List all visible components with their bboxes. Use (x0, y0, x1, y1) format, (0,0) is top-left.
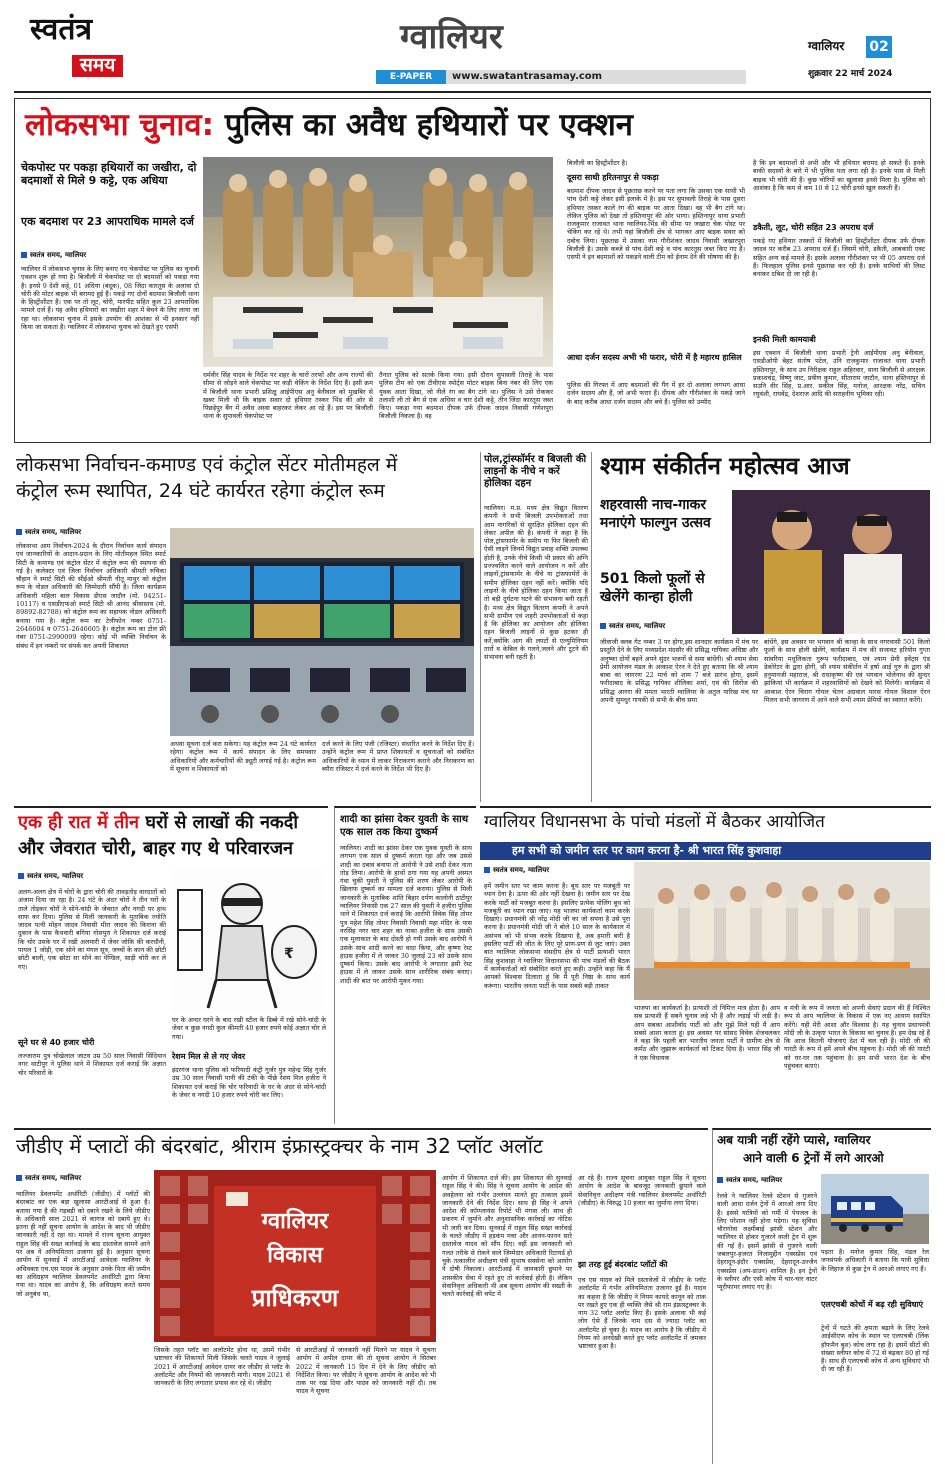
story-weapons-col-3: तैनात पुलिस को सतर्क किया गया। इसी दौरान सुपावली तिराहे के पास पुलिस टीम को एक टीवीएस स्पोर्ट्स मोटर बाइक बिना नंबर की लिए एक युवक आता दिखा, जो नीले रंग का बैग टांगे था। पुलिस ने उसे रोककर तलाशी ली तो बैग से एक अधिया व चार देशी कट्टे, तीन जिंदा कारतूस जब्त किए। पकड़ा गया बदमाश दीपक उर्फ दीपक जादव निवासी गणेशपुरा बिजौली निकला है। वह (379, 371, 553, 421)
story-holika (480, 452, 592, 802)
story-meeting (480, 806, 931, 1124)
gda-sign-line-2: विकास (267, 1243, 323, 1268)
story-weapons-col-1: ग्वालियर में लोकसभा चुनाव के लिए बनाए गए चेकपोस्ट पर पुलिस का चुनावी एक्शन शुरू हो गया है। बिजौली में चेकपोस्ट पर दो बदमाशों को पकड़ा गया है। इनसे 9 देशी कट्टे, 01 अधिया (बंदूक), 08 जिंदा कारतूस के अलावा दो चोरी की मोटर बाइक भी बरामद हुई हैं। पकड़े गए दोनों बदमाश बिजौली थाना के हिस्ट्रीशीटर हैं। एक पर तो लूट, चोरी, मारपीट सहित कुल 23 आपराधिक मामले दर्ज हैं। यह अवैध हथियारों का जखीरा शहर में बेचने के लिए लाया जा रहा था। लोकसभा चुनाव में इसके उपयोग की आशंका से भी इनकार नहीं किया जा सकता है। ग्वालियर में लोकसभा चुनाव को देखते हुए एसपी (21, 265, 199, 332)
story-theft-sub-2: रेशम मिल से ले गए जेवर (172, 1052, 246, 1061)
story-control-room-headline-2: कंट्रोल रूम स्थापित, 24 घंटे कार्यरत रहेगा कंट्रोल रूम (16, 480, 385, 502)
byline-text: स्वतंत्र समय, ग्वालियर (609, 622, 666, 630)
story-weapons-col-5b: पकड़े गए हथियार तस्करों में बिजौली का हिस्ट्रीशीटर दीपक उर्फ दीपक जादव पर करीब 23 अपराध दर्ज हैं। जिसमें चोरी, डकैती, आबकारी एक्ट सहित अन्य कई मामले हैं। इसके अलावा गौरीशंकर पर भी 05 अपराध दर्ज हैं। फिलहाल पुलिस इनसे पूछताछ कर रही है। इनके साथियों की लिस्ट बनाकर दबिश दी जा रही है। (753, 237, 925, 279)
story-theft (14, 806, 328, 1124)
story-gda-col-5a: आ रहे हैं। राज्य सूचना आयुक्त राहुल सिंह ने सूचना आयोग के आदेश के बावजूद जानकारी छुपाने वाले सेवानिवृत्त अधीक्षण यंत्री ग्वालियर डेवलपमेंट अथॉरिटी (जीडीए) के विरुद्ध 10 हजार का जुर्माना लगा दिया। (578, 1174, 706, 1207)
story-theft-sub-1: सूने घर से 40 हजार चोरी (18, 1038, 95, 1047)
byline-text: स्वतंत्र समय, ग्वालियर (726, 1176, 783, 1184)
story-weapons-headline (25, 109, 633, 142)
byline (717, 1176, 782, 1185)
byline (16, 528, 81, 537)
story-weapons-sub-4: इनकी मिली कामयाबी (753, 335, 816, 344)
story-sankirtan-deck-2: 501 किलो फूलों से खेलेंगे कान्हा होली (600, 571, 705, 605)
story-theft-col-2b: इंदरगंज थाना पुलिस को फरियादी कंट्री गुर्जर पुत्र महेन्द्र सिंह गुर्जर उम्र 30 साल निवासी पानी की टंकी के पीछे रेशम मिल हजीरा ने शिकायत दर्ज कराई कि चोर फरियादी के घर के अंदर से सोने-चांदी के जेवर व नगदी 10 हजार रुपये चोरी कर लिए। (172, 1066, 326, 1099)
meeting-photo (634, 862, 930, 1000)
story-control-room-col-2: अथवा सूचना दर्ज करा सकेगा। यह कंट्रोल रूम 24 घंटे कार्यरत रहेगा। कंट्रोल रूम में कार्य संपादन के लिए समयवार अधिकारियों और कर्मचारियों की ड्यूटी लगाई गई है। कंट्रोल रूम में सूचना व शिकायतों को (170, 740, 316, 773)
theft-headline-red: एक ही रात में तीन (18, 812, 140, 833)
story-meeting-col-2: भाजपा का कार्यकर्ता है। प्रत्याशी तो निमित्त मात्र होता है। आप सब प्रत्याशी हैं सबने चुनाव लड़े भी हैं और लड़ाई भी लड़ी है। आप सबका आशीर्वाद पार्टी को और मुझे मिले यही मैं आप सबसे आशा करता हूं। इस अवसर पर सांसद विवेक शेजवलकर ने कहा कि पहली बार भारतीय जनता पार्टी ने ग्रामीण क्षेत्र से कर्मठ और जुझारू कार्यकर्ता को टिकट दिया है। भारत सिंह जी ने एक विधायक (634, 1004, 780, 1062)
website-url[interactable]: www.swatantrasamay.com (452, 71, 603, 82)
story-gda-col-5b: एच एस यादव को मिले दस्तावेजों में जीडीए के प्लॉट अलॉटमेंट में गंभीर अनियमितता उजागर हुई है। यादव का कहना है कि जीडीए ने नियम कायदे कानून को ताक पर रखते हुए एक ही व्यक्ति जैसे श्री राम इंफ्रास्ट्रक्चर के नाम 32 प्लॉट अलॉट किए हैं। इसके अलावा भी कई लोग ऐसे हैं जिनके नाम दस से ज्यादा प्लॉट का अलॉटमेंट हो चुका है। यादव का आरोप है कि जीडीए में नियम को अनदेखी करते हुए प्लॉट अलॉटमेंट में जमकर भ्रष्टाचार हुआ है। (578, 1276, 706, 1351)
byline-text: स्वतंत्र समय, ग्वालियर (493, 866, 550, 874)
story-theft-headline-2: और जेवरात चोरी, बाहर गए थे परिवारजन (18, 838, 294, 859)
byline (600, 622, 665, 631)
logo-bottom: समय (72, 55, 123, 77)
story-meeting-deck: हम सभी को जमीन स्तर पर काम करना है- श्री भारत सिंह कुशवाहा (512, 844, 782, 857)
story-theft-col-2: घर के अन्दर घरने के बाद रखी स्टील के डिब्बे में रखे सोने-चांदी के जेवर व कुछ नगदी कुल कीमती 40 हजार रुपये कोई अज्ञात चोर ले गया। (172, 1016, 326, 1041)
issue-date: शुक्रवार 22 मार्च 2024 (808, 69, 893, 79)
story-weapons-col-4b: बदमाश दीपक जादव से पूछताछ करने पर पता लगा कि उसका एक साथी भी पांच देशी कट्टे लेकर इसी इलाके में है। इस पर सुपावली तिराहे के पास दूसरा हथियार तस्कर काले रंग की बाइक पर आता दिखा। वह भी बैग टांगे था। लेकिन पुलिस को देखा तो हस्तिनापुर की ओर भागा। हस्तिनापुर थाना प्रभारी राजकुमार राजावत थाना ग्वालियर-भिंड की सीमा पर जखारा चेक पोस्ट पर चेकिंग कर रहे थे। तभी यहां बिजौली क्षेत्र से भागकर आए बाइक सवार को दबोच लिया। पूछताछ में उसका नाम गौरीशंकर जादव निवासी जखारपुरा बिजौली है। उसके कब्जे से पांच देशी कट्टे व पांच कारतूस जब्त किए गए हैं। एसपी ने इन बदमाशों को पकड़ने वाली टीम को ईनाम देने की घोषणा की है। (567, 187, 745, 262)
gda-sign-photo (154, 1170, 436, 1342)
control-room-photo (170, 528, 474, 736)
gda-sign-line-3: प्राधिकरण (251, 1284, 339, 1312)
story-sankirtan-col-1: जीवाजी क्लब गेट नम्बर 3 पर होगा,इस शानदार कार्यक्रम में मंच पर प्रस्तुति देने के लिए मध्यप्रदेश मंदसौर की प्रसिद्ध गायिका अधिष्ठा और अनुष्का दोनों बहनें अपने सुंदर भजनों से समा बांधेंगी। श्री श्याम सेवा प्रेमी आयोजन मंडल के आकाश ऐरन ने देते हुए बताया कि श्री श्याम बाबा का जागरण 22 मार्च को शाम 7 बजे प्रारंभ होगा, इसमें फरीदाबाद के प्रसिद्ध गायिका शीलिका शर्मा, एवं की सिरोंज की प्रसिद्ध आगरा की ममता भारती ग्वालियर के अतुल पारिख मंच पर अपनी सुमधुर गायकी से सभी के बीच समा (600, 638, 758, 705)
story-weapons-col-5c: इस एक्शन में बिजौली थाना प्रभारी ट्रेनी आईपीएस अनु बेनीवाल, एसडीओपी बेहट संतोष पटेल, उनि राजकुमार राजावत थाना प्रभारी हस्तिनापुर, के साथ उप निरीक्षक राहुल अहिरवार, थाना बिजौली से आरक्षक प्रकाशचंद्र, विष्णु जाट, प्रवीण कुमार, सीताराम जाटौन, थाना हस्तिनापुर से सउनि वीर सिंह, प्र.आर. सकील सिंह, मनोज, आरक्षक नरेंद्र, सचिन रघुवंशी, राघवेंद्र, देशराज आदि की सराहनीय भूमिका रही। (753, 349, 925, 399)
story-theft-headline-1 (18, 814, 298, 833)
story-weapons-col-4a: बिजौली का हिस्ट्रीशीटर है। (567, 159, 628, 167)
singers-illustration (732, 490, 930, 634)
masthead (0, 0, 945, 92)
meeting-illustration (634, 862, 930, 1000)
masthead-rule (14, 91, 931, 93)
story-weapons-deck: चेकपोस्ट पर पकड़ा हथियारों का जखीरा, दो बदमाशों से मिले 9 कट्टे, एक अधिया (21, 161, 197, 187)
story-holika-headline: पोल,ट्रांस्फॉर्मर व बिजली की लाइनों के नीचे न करें होलिका दहन (484, 454, 587, 489)
story-weapons-sub-2: आधा दर्जन सदस्य अभी भी फरार, चोरी में है महारथ हासिल (567, 353, 742, 362)
thief-illustration (172, 870, 326, 1012)
headline-red-part: लोकसभा चुनाव: (25, 107, 214, 143)
control-room-illustration (170, 528, 474, 736)
byline (18, 872, 83, 881)
train-photo (821, 1174, 929, 1244)
story-trains-col-2b: ट्रेनों में घटते की क्षमता बढ़ाने के लिए रेलवे आईसीएफ कोच के स्थान पर एलएचबी (लिंक हॉफमैन बुश) कोच लगा रहा है। इसमें सीटों की संख्या स्लीपर कोच में 72 से बढ़कर 80 हो गई है। साथ ही एलएचबी कोच में अन्य सुविधाएं भी दी जा रही हैं। (821, 1324, 929, 1374)
story-trains-sub: एलएचबी कोचों में बढ़ रही सुविधाएं (821, 1300, 924, 1309)
page-city: ग्वालियर (808, 39, 845, 53)
story-gda-col-1: ग्वालियर डेवलपमेंट अथॉरिटी (जीडीए) में प्लॉटों की बंदरबांट का एक बड़ा खुलासा आरटीआई से हुआ है। बताया गया है की गड़बड़ी को दबाने रखने के लिये जीडीए के अधिकारी साल 2021 से कागज को दबाये हुए थे। इतना ही नहीं सूचना आयोग के आदेश के बाद भी जीडीए जानकारी नहीं दे रहा था। मामले में राज्य सूचना आयुक्त राहुल सिंह की सख्त कार्रवाई के बाद दस्तावेज सामने आने पर अब ये अनियमितता उजागर हुई है। अनुसार सूचना आयोग में सुनवाई में आरटीआई आवेदक ग्वालियर के अधिवक्ता एच.एस यादव के अनुसार उनके पिता की जमीन का अधिग्रहण ग्वालियर डेवलपमेंट अथॉरिटी द्वारा किया गया था। यादव का आरोप है, कि अधिग्रहण करते समय जो अनुबंध था, (16, 1190, 150, 1298)
headline-black-part: पुलिस का अवैध हथियारों पर एक्शन (224, 107, 633, 143)
story-gda-col-4: आयोग में शिकायत दर्ज की। इस शिकायत की सुनवाई राहुल सिंह ने की। सिंह ने सूचना आयोग के आदेश की अवहेलना को गंभीर उल्लंघन मानते हुए तत्काल इसमें जानकारी देने की निर्देश दिए। साथ ही सिंह ने अपने आदेश की कॉम्प्लायंस रिपोर्ट भी मंगवा ली। साथ ही प्रकरण में जुर्माने और अनुशासनिक कार्रवाई का नोटिस भी जारी कर दिया। सुनवाई में राहुल सिंह सख्त कार्रवाई के चलते जीडीए में हड़कंप मचा और आनन-फानन सारे दस्तावेज यादव को सौंप दिए। वहीं इस जानकारी को गलत तरीके से रोकने वाले जिम्मेदार अधिकारी रिटायर्ड हो चुके तत्कालीन अधीक्षण यंत्री सुभाष सक्सेना को आयोग ने दोषी निकाला। आरटीआई में जानकारी छुपाने पर शासकीय सेवा में रहते हुए तो कार्रवाई होती है। लेकिन सेवानिवृत्त अधिकारी भी अब सूचना आयोग की सख्ती के चलते कार्रवाई की चपेट में (442, 1174, 572, 1299)
story-sankirtan-deck-1: शहरवासी नाच-गाकर मनाएंगे फाल्गुन उत्सव (600, 497, 711, 531)
story-theft-col-1b: लज्जाराम पुत्र चोखेलाल जाटव उम्र 50 साल निवासी सिंदियान नगर थाटीपुर ने पुलिस थाने में शिकायत दर्ज कराई कि अज्ञात चोर परिवारों के (18, 1052, 166, 1077)
story-fraud (334, 806, 476, 1124)
police-photo-illustration (203, 157, 553, 367)
story-trains-col-1: रेलवे ने ग्वालियर रेलवे स्टेशन से गुजरने वाली आधा दर्जन ट्रेनों में आरओ लगा दिए हैं। इससे यात्रियों को गर्मी में पेयजल के लिए परेशान नहीं होना पड़ेगा। यह सुविधा चौरागोवा लक्ष्मीबाई झांसी स्टेशन और ग्वालियर से होकर गुजरने वाली ट्रेन में शुरू की गई है। इसमें झांसी से गुजरने वाली जबलपुर-हजरत निजामुद्दीन एक्सप्रेस एवं देहरादून-इंदौर एक्सप्रेस, देहरादून-उज्जैन एक्सप्रेस (अप-डाउन) शामिल है। इन ट्रेनों के स्लीपर और एसी कोच में चार-चार वाटर प्यूरीफायर लगाए गए हैं। (717, 1192, 817, 1292)
byline-text: स्वतंत्र समय, ग्वालियर (25, 528, 82, 536)
story-weapons-sub-1: दूसरा साथी हरितनापुर से पकड़ा (567, 173, 659, 182)
story-weapons-sub-3: डकैती, लूट, चोरी सहित 23 अपराध दर्ज (753, 223, 874, 232)
city-title: ग्वालियर (400, 17, 503, 57)
story-theft-col-1: अलग-अलग क्षेत्र में चोरों के द्वारा चोरी की तावड़तोड़ वारदातों को अंजाम दिया जा रहा है। 24 घंटे के अंदर चोरों ने तीन घरों के ताले तोड़कर चोरों ने सोने-चांदी के जेवरात और नगदी पर हाथ साफ कर दिया। पुलिस से मिली जानकारी के मुताबिक ज्योति जादव पत्नी मोहन जादव निवासी मीरा जादव की किराना की दुकान के पास कैथवारी बगिया गोसपुरा ने शिकायत दर्ज कराई कि चोर उसके घर में रखी अलमारी में जेवर जोकि की करधौनी, पायल 1 जोड़ी, एक सोने का मंगल सूत्र, जच्चों के कान की छोटी छोटी बाली, एक छोटा सा सोने का पेण्डिल, साड़ी चोरी कर ले गए। (18, 888, 166, 971)
story-weapons-deck-2: एक बदमाश पर 23 आपराधिक मामले दर्ज (21, 215, 194, 228)
svg-text:₹: ₹ (284, 946, 294, 962)
page-number: 02 (866, 36, 892, 58)
byline-text: स्वतंत्र समय, ग्वालियर (27, 872, 84, 880)
story-fraud-body: ग्वालियर। शादी का झांसा देकर एक युवक युवती के साथ लगभग एक साल से दुष्कर्म करता रहा और जब उससे शादी का दबाव बनाया तो आरोपी ने उसे शादी देकर नाता तोड़ लिया। आरोपी के हाथों ठगा गया यह अपनी अस्मत गंवा चुकी युवती ने पुलिस की शरण लेकर आरोपी के खिलाफ दुष्कर्म का मामला दर्ज कराया। पुलिस से मिली जानकारी के मुताबिक शांति बिहार दर्पण कालोनी ठाटीपुर ग्वालियर निवासी एक 27 साल की युवती ने हजीरा पुलिस थाने में शिकायत दर्ज कराई कि आरोपी विवेक सिंह तोमर पुत्र महेश सिंह तोमर निवासी निवासी महा मंदिर के पास नरसिंह नगर चार शहर का नाका हजीरा के साथ उसकी एक मुलाकात के बाद दोस्ती हो गयी उसके बाद आरोपी ने उसके साथ शादी करने का वादा किया, और कृष्णा रेस्ट हाउस हजीरा में ले जाकर 30 जुलाई 23 को उसके साथ दुष्कर्म किया। उसके बाद आरोपी ने लगातार इसी रेस्ट हाउस में ले जाकर उसके साथ शारीरिक संबंध बनाए। शादी की बात पर आरोपी मुकर गया। (340, 844, 472, 985)
story-sankirtan (596, 452, 931, 802)
story-meeting-col-3: व मंत्री के रूप में जनता को अपनी सेवाएं प्रदान की हैं निश्चित रूप से आप ग्वालियर के विकास में एक नए आयाम स्थापित करेंगे। यही मेरी आशा और विश्वास है। यह चुनाव प्रधानमंत्री मोदी जी के उत्कृष्ट भारत के विकास का चुनाव है। हम देख रहे हैं कि आज कितनी योजनाएं देश में चल रही हैं। मोदी जी की गारंटी के रूप में हमें अपने बीच पहुंचना है। मोदी जी की गारंटी को घर-घर तक पहुंचाना है। हम सभी भारत देश के बीच पहुंचकर बताएं। (784, 1004, 930, 1071)
story-meeting-headline: ग्वालियर विधानसभा के पांचो मंडलों में बैठकर आयोजित (484, 812, 825, 832)
story-control-room-col-3: दर्ज करने के लिए पंजी (रजिस्टर) संधारित करने के निर्देश दिए हैं। उन्होंने कंट्रोल रूम में प्राप्त शिकायतों व सूचनाओं को संबंधित अधिकारियों के ध्यान में लाकर निराकरण कराने और निराकरण का ब्यौरा रजिस्टर में दर्ज करने के निर्देश भी दिए हैं। (322, 740, 474, 773)
singers-photo (732, 490, 930, 634)
story-weapons-col-2: धर्मवीर सिंह यादव के निर्देश पर शहर के चारों तरफों और अन्य राज्यों की सीमा से जोड़ने वाले चेकपोस्ट पर कड़ी चेकिंग के निर्देश दिए हैं। इसी क्रम में बिजौली थाना प्रभारी प्रशिक्षु आईपीएस अनु बेनीवाल को मुखबिर से खबर मिली थी कि बाइक सवार दो हथियार तस्कर भिंड की ओर से पिछड़ेपुर बैंग में अवैध अस्त्रा बाहरकर लेकर आ रहे हैं। इस पर बिजौली थाना के सुपावली चेकपोस्ट पर (203, 371, 373, 421)
story-meeting-col-1: हमें जमीन स्तर पर काम करना है। बूथ स्तर पर मजबूती पर ध्यान देना है। ऊपर की ओर नहीं देखना है। जमीन स्तर पर देख करके पार्टी को मजबूत करना है। इसलिए प्रत्येक पोलिंग बूथ को मजबूती का ध्यान रखा जाए। यह भाजपा कार्यकर्ता काम करके दिखाएं। प्रधानमंत्री श्री नरेंद्र मोदी जी का जो सपना है उसे पूरा करना है। प्रधानमंत्री मोदी जी ने बोले 10 साल के कार्यकाल में असंभव को भी संभव करके दिखाया है, अब हमारी बारी है इसलिए पार्टी की जीत के लिए पूरे प्राण-प्रण से जुट जाएं। उक्त बात ग्वालियर लोकसभा संसदीय क्षेत्र से पार्टी प्रत्याशी भारत सिंह कुशवाहा ने ग्वालियर विधानसभा की पांच मंडलों की बैठक में कार्यकर्ताओं को संबोधित करते हुए कही। उन्होंने कहा कि मैं आपको विश्वास दिलाता हूं कि मैं पूरी निष्ठा के साथ कार्य करूंगा। भारतीय जनता पार्टी के पास सबसे बड़ी ताकत (484, 882, 630, 990)
story-weapons (14, 98, 931, 443)
byline (484, 866, 549, 875)
epaper-badge: E-PAPER (376, 70, 446, 84)
story-sankirtan-headline: श्याम संकीर्तन महोत्सव आज (600, 452, 850, 480)
story-gda (14, 1128, 708, 1464)
story-control-room-col-1: लोकसभा आम निर्वाचन-2024 के दौरान निर्वाचन कार्य संपादन एवं जानकारियों के आदान-प्रदान के लिए मोतीमहल स्थित स्मार्ट सिटी के कमाण्ड एवं कंट्रोल सेंटर में कंट्रोल रूम की स्थापना की गई है। कलेक्टर एवं जिला निर्वाचन अधिकारी श्रीमती रुचिका चौहान ने स्मार्ट सिटी की सीईओ श्रीमती नीतू माथुर को कंट्रोल रूम के नोडल अधिकारी की जिम्मेदारी सौंपी है। जिला कार्यक्रम अधिकारी महिला बाल विकास डीएस जादौन (मो. 94251-10117) व एसडीएफओ स्मार्ट सिटी श्री आनंद श्रीवास्तव (मो. 89892-82788) को कंट्रोल रूम का सहायक नोडल अधिकारी बनाया गया है। कंट्रोल रूम का टेलीफोन नम्बर 0751-2646604 व 0751-2646605 है। कंट्रोल रूम का टोल फ्री नंबर 0751-2990099 रहेगा। कोई भी व्यक्ति निर्वाचन के संबंध में इन नम्बरों पर संपर्क कर अपनी शिकायत (16, 542, 166, 650)
theft-headline-black: घरों से लाखों की नकदी (145, 812, 298, 833)
story-fraud-headline: शादी का झांसा देकर युवती के साथ एक साल तक किया दुष्कर्म (340, 814, 469, 838)
story-trains (712, 1128, 931, 1464)
story-trains-headline-2: आने वाली 6 ट्रेनों में लगे आरओ (743, 1151, 884, 1165)
byline-text: स्वतंत्र समय, ग्वालियर (30, 251, 87, 259)
story-control-room (14, 448, 476, 802)
story-sankirtan-col-2: बांधेंगे, इस अवसर पर भगवान श्री कान्हा के साथ नगरवासी 501 किलो फूलों के साथ होली खेलेंगे, कार्यक्रम में मंच की सजावट हरियोम गुप्ता सांवरिया मधुलिकता गुरूप फरीदाबाद, एवं श्याम प्रेमी इवेंट्स एंड डेकोरेटर के द्वारा होगी, श्री श्याम संकीर्तन में हर्षा आई गुरु के द्वारा श्री हनुमानजी महाराज, श्री राधाकृष्ण की एवं भगवान भोलेनाथ की सुन्दर झांकियां भी कार्यक्रम में शहरवासियों को देखने को मिलेगी। कार्यक्रम में आकाश ऐरन चिराग गोयल चेतन अग्रवाल पारस गोयल विशाल ऐरन मिलन सभी जागरण में आने वाले सभी श्याम प्रेमियों का स्वागत करेंगे। (764, 638, 930, 705)
story-gda-col-3: से आरटीआई में जानकारी नहीं मिलने पर यादव ने सूचना आयोग में अपील दायर की तो सूचना आयोग ने सितंबर 2022 में जानकारी 15 दिन में देने के लिए जीडीए को निर्देशित किया। पर जीडीए ने सूचना आयोग के आदेश को भी ताक पर रख दिया और यादव को जानकारी नहीं दी। तब यादव ने सूचना (296, 1346, 436, 1396)
logo-top: स्वतंत्र (30, 12, 93, 47)
story-weapons-col-4c: पुलिस की गिरफ्त में आए बदमाशों की गैंग में हर दो अलावा लगभग आधा दर्जन सदस्य और हैं, जो अभी फरार हैं। दीपक और गौरीशंकर के पकड़े जाने के बाद करीब आधा दर्जन सदस्य और बचे हैं। पुलिस को उम्मीद (567, 381, 745, 406)
story-control-room-headline-1: लोकसभा निर्वाचन-कमाण्ड एवं कंट्रोल सेंटर मोतीमहल में (16, 454, 398, 476)
byline (16, 1174, 81, 1183)
police-press-photo (203, 157, 553, 367)
story-holika-body: ग्वालियर। म.प्र. मध्य क्षेत्र विद्युत वितरण कंपनी ने सभी बिजली उपभोक्ताओं तथा आम नागरिकों से सुरक्षित होलिका दहन की लेकर अपील की है। कंपनी ने कहा है कि पोल,ट्रांसफार्मर के समीप या फिर बिजली की ऐसी लाइनें जिनमें विद्युत प्रवाह शक्ति उपलब्ध होती है, उनके नीचे किसी भी प्रकार की अग्नि प्रज्ज्वलित करने वाले आयोजन न करें और लाइनों,ट्रांसफार्मर के नीचे या ट्रांसफार्मरों के समीप होलिका दहन नहीं करें। क्योंकि यदि लाइनों के नीचे होलिका दहन किया जाता है तो बड़ी दुर्घटना घटने की संभावना बनी रहती है। मध्य क्षेत्र विद्युत वितरण कंपनी ने अपने सभी ग्रामीण एवं शहरी उपभोक्ताओं से कहा है कि होलिका का आयोजन और होलिका दहन बिजली लाइनों से कुछ हटकर ही करें,क्योंकि आग की लपटों से एल्युमिनियम तारों व केबिल के गलने,जलने और टूटने की संभावना बनी रहती है। (484, 504, 588, 662)
gda-sign-line-1: ग्वालियर (261, 1209, 329, 1234)
byline (21, 251, 86, 260)
story-gda-headline: जीडीए में प्लाटों की बंदरबांट, श्रीराम इंफ्रास्ट्रक्चर के नाम 32 प्लॉट अलॉट (16, 1134, 543, 1158)
thief-drawing (172, 870, 326, 1012)
story-trains-col-2: पड़ता है। मनोज कुमार सिंह, मंडल रेल जनसंपर्क अधिकारी ने बताया कि यात्री सुविधा के लिहाज से कुछ ट्रेन में आरओ लगाए गए हैं। (821, 1248, 929, 1273)
story-weapons-col-5a: है कि इन बदमाशों से अभी और भी हथियार बरामद हो सकते हैं। इनके बाकी सदस्यों के बारे में भी पुलिस पता लगा रही है। इनके पास से मिली बाइक भी चोरी की हैं। कुछ चोरियों का खुलासा इनसे मिला है। पुलिस को आशंका है कि कम से कम 10 से 12 चोरी इनसे खुल सकती हैं। (753, 159, 925, 192)
byline-text: स्वतंत्र समय, ग्वालियर (25, 1174, 82, 1182)
story-gda-col-2: जिसके तहत प्लॉट का अलॉटमेंट होना था, उसमें गंभीर भ्रष्टाचार की शिकायतें मिली जिसके चलते यादव ने जुलाई 2021 में आरटीआई आवेदन दायर कर जीडीए से प्लॉट के अलॉटमेंट और नियमों की जानकारी मांगी। यादव 2021 से जानकारी के लिए लगातार प्रयास कर रहे थे। जीडीए (154, 1346, 290, 1388)
story-trains-headline-1: अब यात्री नहीं रहेंगे प्यासे, ग्वालियर (717, 1133, 871, 1147)
story-gda-sub: झा तरह हुई बंदरबांट प्लॉटों की (578, 1260, 668, 1269)
train-illustration (821, 1174, 929, 1244)
